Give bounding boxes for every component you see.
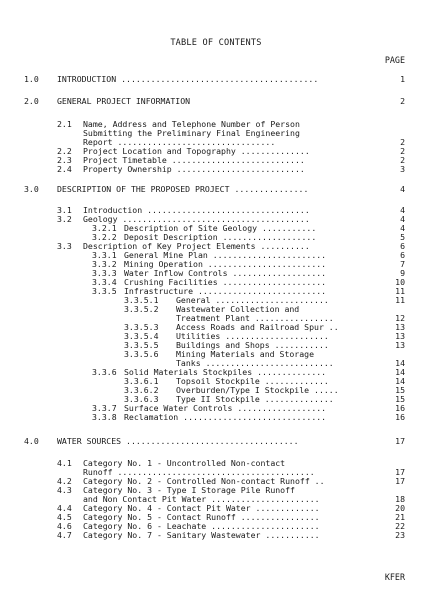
toc-entry-page: 3 <box>400 164 405 174</box>
toc-list <box>0 70 432 570</box>
toc-entry-page: 11 <box>395 286 405 296</box>
toc-entry-page: 13 <box>395 331 405 341</box>
toc-entry-page: 14 <box>395 358 405 368</box>
toc-title: TABLE OF CONTENTS <box>170 38 262 48</box>
toc-entry-page: 21 <box>395 512 405 522</box>
toc-entry-page: 12 <box>395 313 405 323</box>
toc-entry-number: 4.1 <box>57 458 72 468</box>
toc-entry-number: 3.3.1 <box>92 250 117 260</box>
toc-entry-page: 2 <box>400 137 405 147</box>
toc-entry-title: Overburden/Type I Stockpile ..... <box>176 386 339 395</box>
toc-entry-number: 3.3.5.2 <box>124 304 159 314</box>
toc-entry-title: Name, Address and Telephone Number of Person <box>83 120 300 129</box>
toc-entry-page: 23 <box>395 530 405 540</box>
toc-entry-page: 15 <box>395 385 405 395</box>
toc-entry-number: 4.7 <box>57 530 72 540</box>
toc-entry-title: Category No. 6 - Leachate ...................... <box>83 522 320 531</box>
toc-entry-title: Category No. 3 - Type I Storage Pile Runoff <box>83 486 295 495</box>
toc-entry-title: General Mine Plan ....................... <box>124 251 327 260</box>
toc-entry-title: Crushing Facilities ..................... <box>124 278 327 287</box>
toc-entry-number: 3.3.6 <box>92 367 117 377</box>
toc-entry-number: 3.3.7 <box>92 403 117 413</box>
toc-entry-title: Runoff ........................................ <box>83 468 315 477</box>
toc-entry-title: Category No. 5 - Contact Runoff ................ <box>83 513 320 522</box>
toc-entry-page: 4 <box>400 214 405 224</box>
toc-entry-number: 3.3.6.2 <box>124 385 159 395</box>
toc-entry-title: Category No. 7 - Sanitary Wastewater ........... <box>83 531 320 540</box>
toc-entry-number: 3.3.5.6 <box>124 349 159 359</box>
toc-entry-page: 2 <box>400 155 405 165</box>
toc-entry-title: Access Roads and Railroad Spur .. <box>176 323 339 332</box>
toc-entry-title: Utilities ..................... <box>176 332 329 341</box>
toc-entry-page: 4 <box>400 223 405 233</box>
toc-entry-page: 18 <box>395 494 405 504</box>
toc-entry-page: 13 <box>395 340 405 350</box>
toc-entry-page: 17 <box>395 476 405 486</box>
toc-entry-title: DESCRIPTION OF THE PROPOSED PROJECT ............... <box>57 185 309 194</box>
toc-entry-number: 3.3.5.1 <box>124 295 159 305</box>
toc-entry-page: 1 <box>400 74 405 84</box>
toc-entry-number: 4.6 <box>57 521 72 531</box>
toc-entry-page: 20 <box>395 503 405 513</box>
toc-entry-page: 2 <box>400 96 405 106</box>
toc-entry-title: Buildings and Shops ........... <box>176 341 329 350</box>
toc-entry-title: Property Ownership .......................... <box>83 165 305 174</box>
toc-entry-title: Topsoil Stockpile ............. <box>176 377 329 386</box>
toc-entry-number: 3.3.3 <box>92 268 117 278</box>
toc-entry-page: 2 <box>400 146 405 156</box>
toc-entry-number: 4.4 <box>57 503 72 513</box>
toc-entry-title: Water Inflow Controls ................... <box>124 269 327 278</box>
toc-entry-title: General ....................... <box>176 296 329 305</box>
toc-entry-title: Submitting the Preliminary Final Engineering <box>83 129 300 138</box>
toc-entry-page: 5 <box>400 232 405 242</box>
toc-entry-page: 14 <box>395 376 405 386</box>
toc-entry-title: Wastewater Collection and <box>176 305 300 314</box>
toc-entry-title: Treatment Plant ................ <box>176 314 334 323</box>
toc-entry-title: Category No. 1 - Uncontrolled Non-contact <box>83 459 286 468</box>
toc-entry-number: 2.0 <box>24 96 39 106</box>
toc-entry-number: 3.3.5.3 <box>124 322 159 332</box>
toc-entry-title: Geology ...................................... <box>83 215 310 224</box>
toc-entry-title: Category No. 4 - Contact Pit Water ............. <box>83 504 320 513</box>
toc-entry-number: 3.2 <box>57 214 72 224</box>
toc-entry-title: INTRODUCTION ........................................ <box>57 75 319 84</box>
toc-entry-page: 6 <box>400 250 405 260</box>
toc-entry-page: 17 <box>395 436 405 446</box>
toc-entry-number: 3.3.6.1 <box>124 376 159 386</box>
toc-entry-number: 2.3 <box>57 155 72 165</box>
toc-entry-page: 10 <box>395 277 405 287</box>
toc-entry-number: 3.3.5 <box>92 286 117 296</box>
toc-entry-title: Mining Materials and Storage <box>176 350 315 359</box>
toc-entry-title: Tanks .......................... <box>176 359 334 368</box>
toc-entry-title: and Non Contact Pit Water ...................... <box>83 495 320 504</box>
toc-entry-title: Type II Stockpile .............. <box>176 395 334 404</box>
toc-entry-title: Project Location and Topography .............. <box>83 147 310 156</box>
toc-entry-page: 13 <box>395 322 405 332</box>
toc-entry-number: 3.3.6.3 <box>124 394 159 404</box>
toc-entry-page: 22 <box>395 521 405 531</box>
toc-entry-page: 9 <box>400 268 405 278</box>
toc-entry-page: 17 <box>395 467 405 477</box>
toc-entry-title: Report ................................ <box>83 138 276 147</box>
toc-entry-page: 16 <box>395 412 405 422</box>
toc-entry-title: Mining Operation ........................ <box>124 260 327 269</box>
toc-entry-number: 2.2 <box>57 146 72 156</box>
toc-entry-number: 3.0 <box>24 184 39 194</box>
toc-entry-page: 14 <box>395 367 405 377</box>
toc-entry-number: 4.2 <box>57 476 72 486</box>
toc-entry-number: 3.1 <box>57 205 72 215</box>
toc-entry-title: Reclamation ............................. <box>124 413 327 422</box>
toc-entry-page: 7 <box>400 259 405 269</box>
toc-entry-number: 2.4 <box>57 164 72 174</box>
toc-entry-number: 2.1 <box>57 119 72 129</box>
toc-entry-number: 3.3.5.5 <box>124 340 159 350</box>
toc-entry-title: Deposit Description ................... <box>124 233 317 242</box>
toc-entry-number: 4.0 <box>24 436 39 446</box>
toc-entry-title: Surface Water Controls .................. <box>124 404 327 413</box>
toc-entry-page: 4 <box>400 184 405 194</box>
toc-entry-title: Project Timetable ........................... <box>83 156 305 165</box>
toc-entry-number: 3.2.1 <box>92 223 117 233</box>
toc-entry-number: 1.0 <box>24 74 39 84</box>
toc-entry-title: Category No. 2 - Controlled Non-contact Runoff .. <box>83 477 325 486</box>
toc-entry-title: WATER SOURCES ................................... <box>57 437 299 446</box>
toc-entry-number: 3.3.2 <box>92 259 117 269</box>
toc-entry-title: Description of Key Project Elements .......... <box>83 242 310 251</box>
page-column-heading: PAGE <box>384 55 405 65</box>
toc-entry-page: 15 <box>395 394 405 404</box>
toc-entry-title: Solid Materials Stockpiles .............. <box>124 368 327 377</box>
toc-entry-number: 3.3.5.4 <box>124 331 159 341</box>
toc-entry-page: 16 <box>395 403 405 413</box>
toc-entry-number: 3.3 <box>57 241 72 251</box>
toc-entry-page: 11 <box>395 295 405 305</box>
toc-entry-title: Description of Site Geology ........... <box>124 224 317 233</box>
toc-entry-number: 3.3.8 <box>92 412 117 422</box>
toc-entry-page: 4 <box>400 205 405 215</box>
toc-entry-number: 4.3 <box>57 485 72 495</box>
footer-code: KFER <box>384 572 405 582</box>
toc-entry-title: Introduction ................................. <box>83 206 310 215</box>
toc-entry-number: 3.3.4 <box>92 277 117 287</box>
toc-entry-number: 4.5 <box>57 512 72 522</box>
toc-entry-page: 6 <box>400 241 405 251</box>
toc-entry-title: GENERAL PROJECT INFORMATION <box>57 97 191 106</box>
toc-entry-title: Infrastructure .......................... <box>124 287 327 296</box>
toc-entry-number: 3.2.2 <box>92 232 117 242</box>
